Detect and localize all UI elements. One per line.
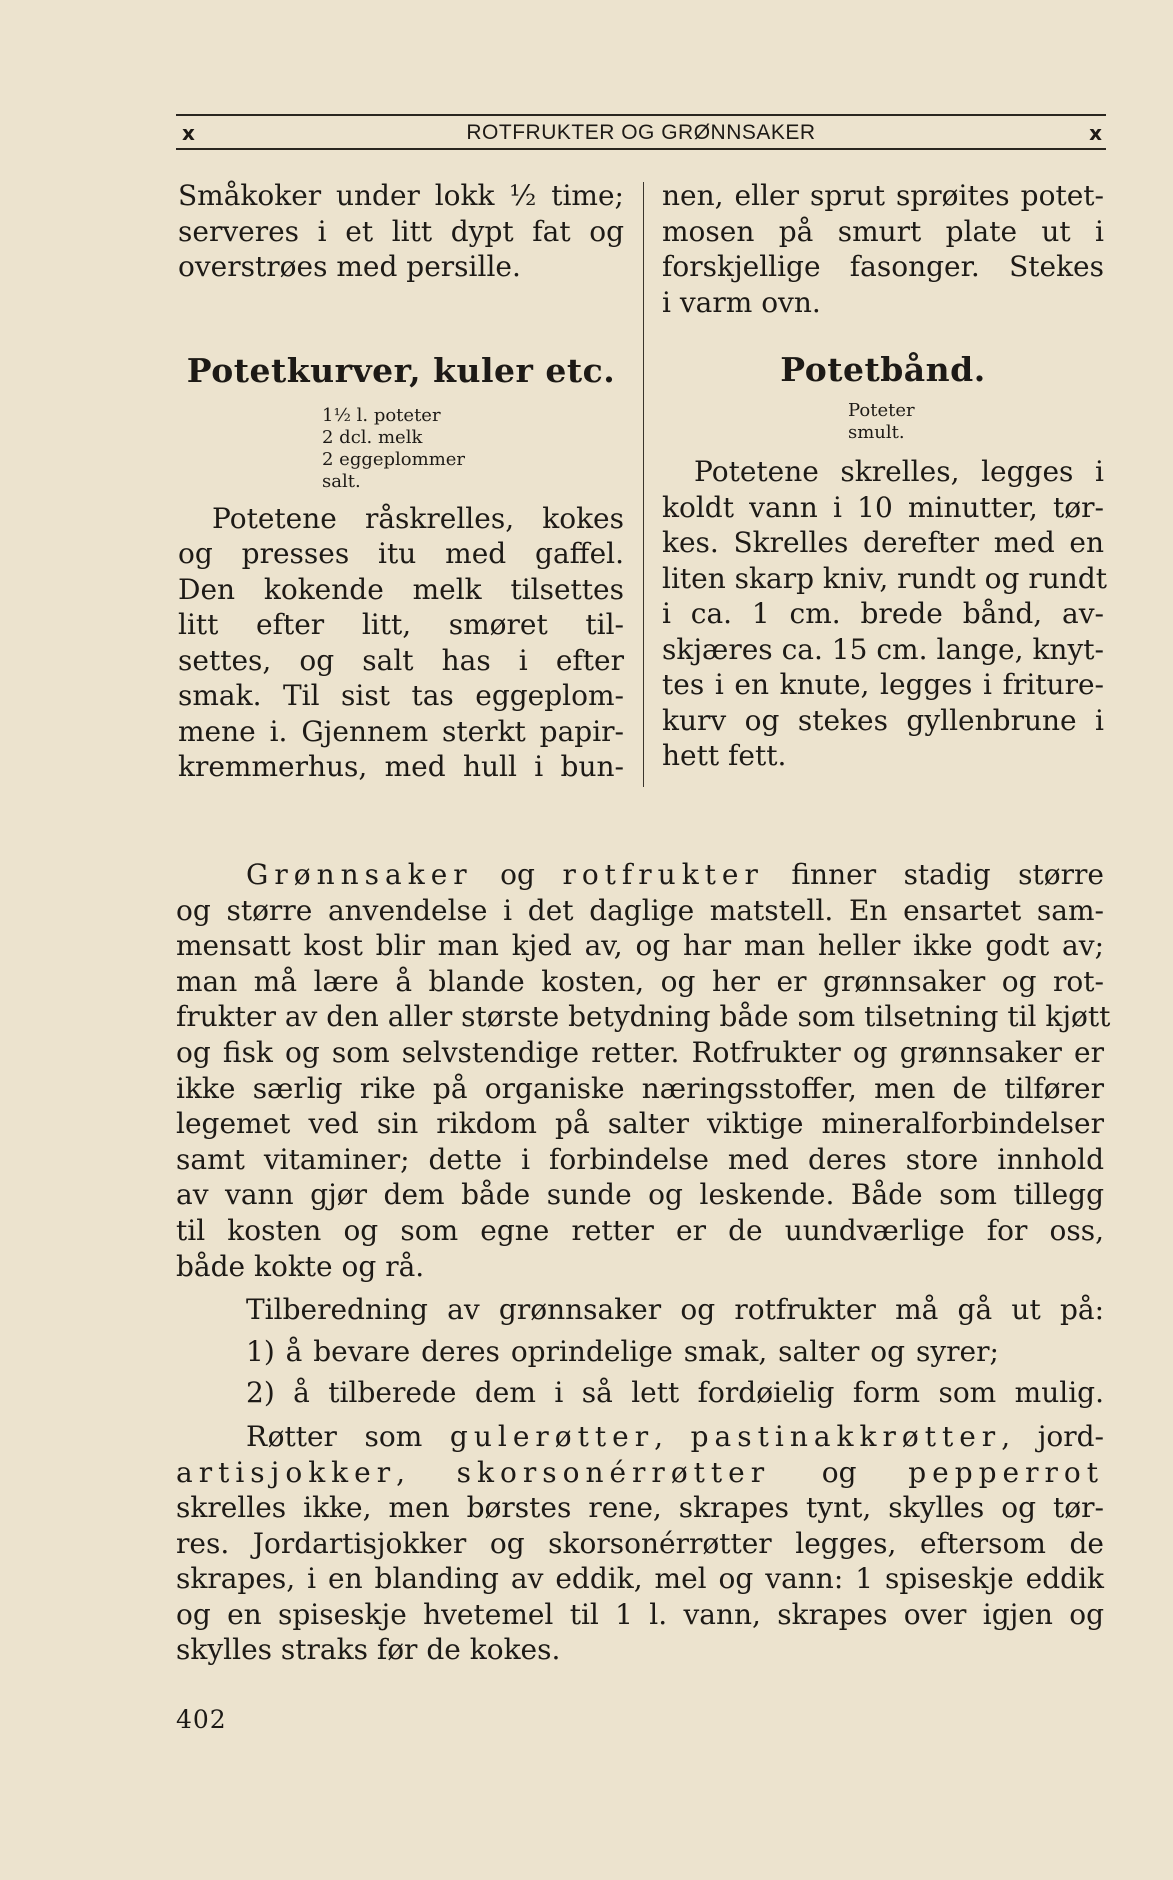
text-line	[176, 1455, 1104, 1491]
paragraph-intro	[176, 857, 1111, 1284]
text-line: i varm ovn.	[662, 285, 821, 319]
text-line: skjæres ca. 15 cm. lange, knyt-	[662, 632, 1104, 666]
text-line: Småkoker under lokk ½ time;	[178, 179, 624, 212]
text-line: kurv og stekes gyllenbrune i	[662, 703, 1104, 737]
right-column	[662, 178, 1107, 774]
text-fragment: Røtter som	[246, 1419, 450, 1453]
spaced-word: pepperrot	[908, 1455, 1104, 1489]
main-text	[176, 857, 1111, 1668]
text-fragment: ,	[654, 1419, 691, 1453]
text-fragment: ,	[396, 1455, 457, 1489]
text-line: serveres i et litt dypt fat og	[178, 214, 624, 248]
text-line: skrapes, i en blanding av eddik, mel og vann: 1 spiseskje eddik	[176, 1562, 1104, 1596]
text-line: liten skarp kniv, rundt og rundt	[662, 561, 1107, 595]
text-fragment: , jord-	[1001, 1419, 1105, 1453]
paragraph-preparation	[176, 1292, 1104, 1411]
header-rule-top	[176, 114, 1106, 116]
text-line: settes, og salt has i efter	[178, 643, 624, 677]
text-line	[176, 1419, 1104, 1455]
text-line: samt vitaminer; dette i forbindelse med deres store innhold	[176, 1142, 1104, 1176]
text-line: litt efter litt, smøret til-	[178, 608, 624, 641]
text-line: smak. Til sist tas eggeplom-	[178, 679, 624, 712]
text-fragment: og	[472, 858, 563, 891]
right-continued-paragraph	[662, 178, 1104, 320]
spaced-word: skorsonérrøtter	[456, 1455, 771, 1489]
text-line: nen, eller sprut sprøites potet-	[662, 179, 1104, 212]
text-line: tes i en knute, legges i friture-	[662, 668, 1104, 701]
ingredient-item: salt.	[322, 470, 361, 492]
ingredient-list	[848, 400, 1104, 444]
spaced-word: pastinakkrøtter	[690, 1419, 1002, 1453]
text-line: res. Jordartisjokker og skorsonérrøtter legges, eftersom de	[176, 1526, 1104, 1560]
ingredient-item: 1½ l. poteter	[322, 404, 441, 426]
text-line: og større anvendelse i det daglige matstell. En ensartet sam-	[176, 893, 1104, 927]
text-fragment: finner stadig større	[763, 858, 1104, 891]
text-line: Potetene råskrelles, kokes	[212, 501, 624, 535]
recipe-body	[662, 454, 1107, 774]
spaced-word: rotfrukter	[562, 858, 764, 891]
text-line: legemet ved sin rikdom på salter viktige mineralforbindelser	[176, 1107, 1104, 1141]
text-line: forskjellige fasonger. Stekes	[662, 250, 1104, 283]
text-line: og en spiseskje hvetemel til 1 l. vann, skrapes over igjen og	[176, 1597, 1104, 1631]
list-item: 2) å tilberede dem i så lett fordøielig form som mulig.	[246, 1376, 1104, 1410]
text-line: mensatt kost blir man kjed av, og har man heller ikke godt av;	[176, 929, 1104, 963]
left-column	[178, 178, 624, 785]
spaced-word: gulerøtter	[449, 1419, 655, 1453]
text-line: Den kokende melk tilsettes	[178, 572, 624, 606]
text-line: av vann gjør dem både sunde og leskende. Både som tillegg	[176, 1178, 1104, 1212]
text-line: i ca. 1 cm. brede bånd, av-	[662, 597, 1104, 630]
text-line: skylles straks før de kokes.	[176, 1633, 561, 1667]
paragraph-roots	[176, 1419, 1104, 1668]
text-line: ikke særlig rike på organiske næringsstoffer, men de tilfører	[176, 1071, 1104, 1105]
text-line: hett fett.	[662, 739, 787, 772]
text-line: overstrøes med persille.	[178, 250, 521, 283]
ingredient-item: 2 dcl. melk	[322, 426, 423, 448]
header-ornament-left-icon: x	[182, 121, 195, 145]
running-header	[176, 110, 1106, 150]
text-line: og presses itu med gaffel.	[178, 537, 624, 570]
header-rule-bottom	[176, 148, 1106, 150]
recipe-title-potetband: Potetbånd.	[780, 350, 986, 389]
list-item: 1) å bevare deres oprindelige smak, salter og syrer;	[246, 1334, 999, 1368]
text-fragment: og	[770, 1455, 909, 1489]
recipe-title-potetkurver: Potetkurver, kuler etc.	[186, 350, 616, 390]
left-intro-paragraph	[178, 178, 624, 285]
header-ornament-right-icon: x	[1089, 121, 1102, 145]
header-title: ROTFRUKTER OG GRØNNSAKER	[466, 121, 816, 144]
text-line: til kosten og som egne retter er de uundværlige for oss,	[176, 1213, 1104, 1247]
text-line: man må lære å blande kosten, og her er grønnsaker og rot-	[176, 964, 1104, 998]
text-line: koldt vann i 10 minutter, tør-	[662, 490, 1104, 524]
recipe-body	[178, 501, 624, 785]
text-line	[176, 857, 1104, 893]
spaced-word: Grønnsaker	[246, 858, 473, 891]
text-line: Potetene skrelles, legges i	[694, 455, 1104, 488]
text-line: kremmerhus, med hull i bun-	[178, 750, 624, 783]
ingredient-list	[322, 405, 624, 493]
text-line: mene i. Gjennem sterkt papir-	[178, 714, 624, 748]
ingredient-item: 2 eggeplommer	[322, 448, 466, 470]
ingredient-item: Poteter	[848, 400, 915, 421]
text-line: skrelles ikke, men børstes rene, skrapes tynt, skylles og tør-	[176, 1491, 1104, 1525]
ingredient-item: smult.	[848, 422, 905, 443]
text-line: mosen på smurt plate ut i	[662, 214, 1104, 248]
text-line: kes. Skrelles derefter med en	[662, 526, 1104, 559]
text-line: Tilberedning av grønnsaker og rotfrukter må gå ut på:	[246, 1293, 1104, 1327]
column-divider	[643, 182, 644, 787]
text-line: og fisk og som selvstendige retter. Rotfrukter og grønnsaker er	[176, 1035, 1104, 1069]
spaced-word: artisjokker	[176, 1455, 397, 1489]
page-number: 402	[176, 1705, 227, 1734]
text-line: frukter av den aller største betydning både som tilsetning til kjøtt	[176, 1000, 1111, 1034]
text-line: både kokte og rå.	[176, 1249, 425, 1283]
